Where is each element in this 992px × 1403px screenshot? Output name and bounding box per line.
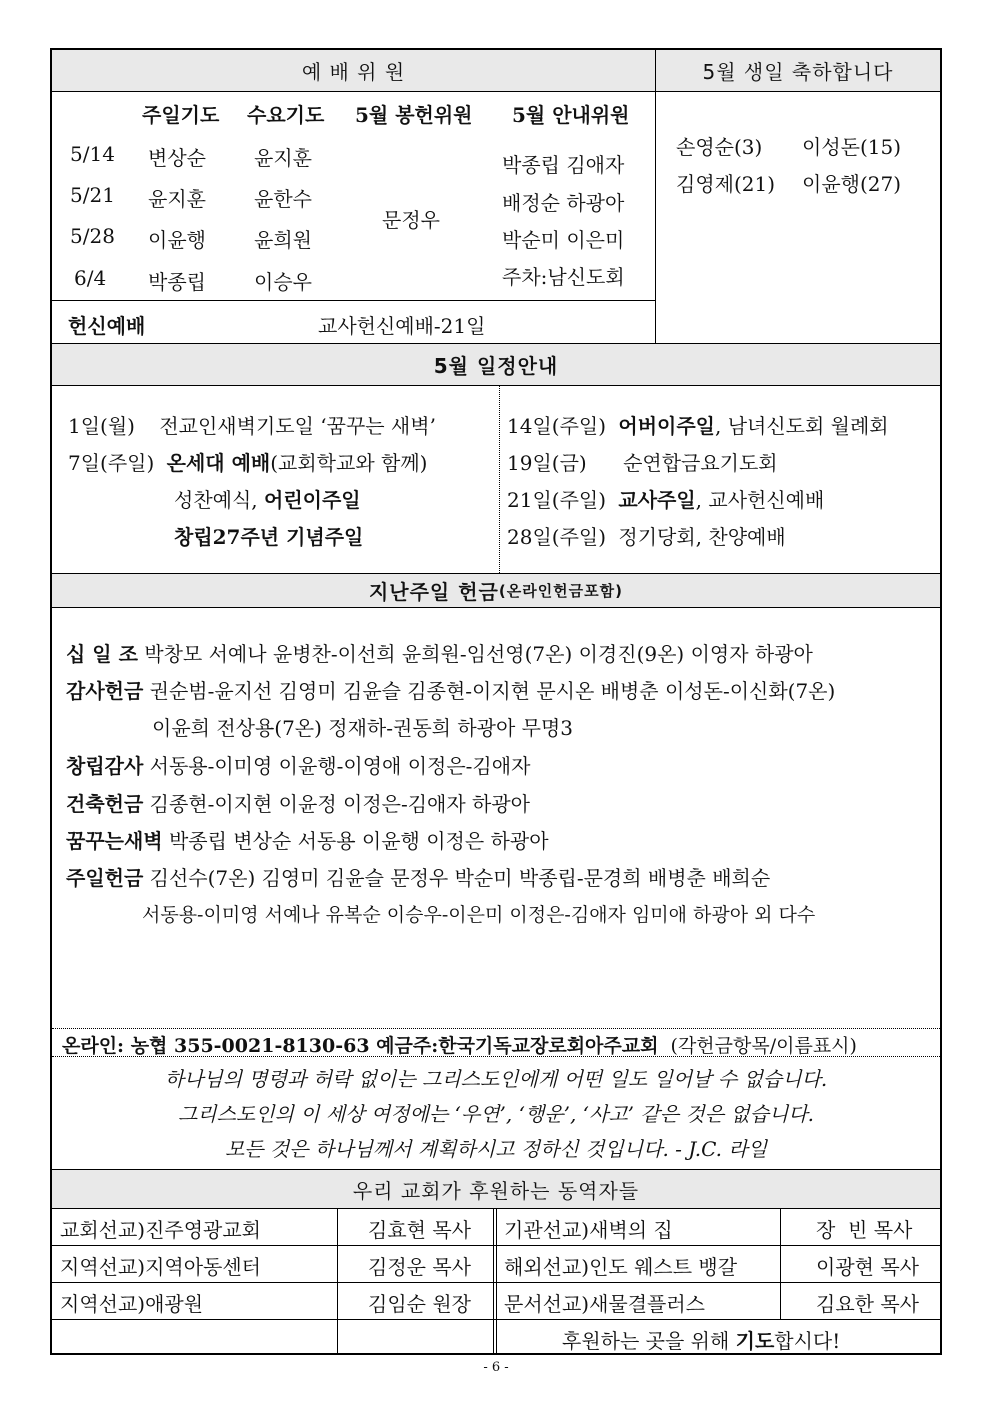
schedule-date: 14일(주일) [507,414,607,438]
birthday-header [656,50,940,91]
usher-line: 박순미 이은미 [502,228,625,252]
birthday-title: 5월 생일 축하합니다 [702,60,894,84]
supported-org: 교회선교)진주영광교회 [60,1218,262,1242]
online-account: 온라인: 농협 355-0021-8130-63 예금주:한국기독교장로회아주교회 [62,1035,659,1057]
schedule-header [52,344,940,385]
schedule-text: 전교인새벽기도일 ‘꿈꾸는 새벽’ [159,414,436,438]
supported-person: 김임순 원장 [368,1292,471,1316]
sunday-prayer-name: 변상순 [148,146,206,170]
supported-person: 장 빈 목사 [816,1218,913,1242]
supported-person: 김요한 목사 [816,1292,919,1316]
usher-line: 주차:남신도회 [502,265,625,289]
quote-block [52,1062,940,1167]
supported-title: 우리 교회가 후원하는 동역자들 [352,1178,640,1203]
dedication-value: 교사헌신예배-21일 [318,314,486,338]
schedule-text-bold: 창립27주년 기념주일 [174,525,364,549]
offering-title-note: (온라인헌금포함) [498,582,624,600]
schedule-text: , 교사헌신예배 [695,488,825,512]
quote-line: 그리스도인의 이 세상 여정에는 ‘우연’, ‘행운’, ‘사고’ 같은 것은 없습니다. [177,1102,815,1126]
schedule-text: 성찬예식, [174,488,264,512]
schedule-text-bold: 어버이주일 [618,414,715,438]
page-number: - 6 - [483,1360,509,1375]
schedule-date: 7일(주일) [68,451,155,475]
wednesday-prayer-name: 이승우 [254,270,312,294]
offering-line [66,675,835,704]
schedule-item [507,447,778,476]
supported-person: 김효현 목사 [368,1218,471,1242]
row-date: 5/28 [70,224,115,248]
row-date: 5/14 [70,142,115,166]
wednesday-prayer-name: 윤지훈 [254,146,312,170]
worship-committee-header [52,50,655,91]
offering-header [52,574,940,607]
schedule-text-bold: 교사주일 [618,488,696,512]
worship-committee-title: 예 배 위 원 [301,60,406,84]
row-date: 6/4 [74,266,107,290]
sunday-prayer-name: 박종립 [148,270,206,294]
birthday-name: 손영순(3) [676,135,763,159]
supported-org: 지역선교)애광원 [60,1292,204,1316]
offering-label: 감사헌금 [66,679,144,703]
wednesday-prayer-name: 윤희원 [254,228,312,252]
supported-closing [562,1325,840,1354]
schedule-text: (교회학교와 함께) [270,451,428,475]
supported-person: 이광현 목사 [816,1255,919,1279]
usher-line: 박종립 김애자 [502,153,625,177]
schedule-item [507,521,786,550]
online-account-line [62,1031,857,1058]
offering-names: 박종립 변상순 서동용 이윤행 이정은 하광아 [168,829,549,853]
offering-names: 이윤희 전상용(7온) 정재하-권동희 하광아 무명3 [152,716,574,740]
offering-names: 김종현-이지현 이윤정 이정은-김애자 하광아 [149,792,530,816]
dedication-label: 헌신예배 [68,314,146,338]
supported-org: 기관선교)새벽의 집 [504,1218,673,1242]
offering-line [66,825,549,854]
schedule-date: 21일(주일) [507,488,607,512]
supported-org: 해외선교)인도 웨스트 뱅갈 [504,1255,738,1279]
schedule-date: 1일(월) [68,414,135,438]
schedule-date: 19일(금) [507,451,587,475]
offering-line [142,900,815,927]
offering-committee-name: 문정우 [382,208,440,232]
schedule-item [507,484,824,513]
supported-org: 문서선교)새물결플러스 [504,1292,706,1316]
schedule-text: 순연합금요기도회 [623,451,778,475]
offering-line [66,638,813,667]
schedule-text-bold: 어린이주일 [264,488,361,512]
col-wednesday-prayer: 수요기도 [247,103,325,127]
offering-label: 십 일 조 [66,642,138,666]
offering-title: 지난주일 헌금 [368,580,499,604]
birthday-name: 이윤행(27) [802,172,902,196]
closing-text: 합시다! [774,1329,841,1353]
schedule-title: 5월 일정안내 [433,354,559,378]
supported-person: 김정운 목사 [368,1255,471,1279]
birthday-name: 이성돈(15) [802,135,902,159]
schedule-date: 28일(주일) [507,525,607,549]
schedule-item [68,447,427,476]
sunday-prayer-name: 윤지훈 [148,187,206,211]
col-sunday-prayer: 주일기도 [142,103,220,127]
offering-label: 창립감사 [66,754,144,778]
offering-names: 박창모 서예나 윤병찬-이선희 윤희원-임선영(7온) 이경진(9온) 이영자 하광아 [144,642,813,666]
sunday-prayer-name: 이윤행 [148,228,206,252]
offering-line [152,712,573,741]
row-date: 5/21 [70,183,115,207]
offering-line [66,862,770,891]
offering-line [66,788,530,817]
col-usher-committee: 5월 안내위원 [512,103,630,127]
offering-names: 서동용-이미영 서예나 유복순 이승우-이은미 이정은-김애자 임미애 하광아 외 다수 [142,904,816,926]
quote-line: 하나님의 명령과 허락 없이는 그리스도인에게 어떤 일도 일어날 수 없습니다. [164,1067,828,1091]
offering-label: 꿈꾸는새벽 [66,829,163,853]
closing-text-bold: 기도 [735,1329,775,1353]
offering-names: 서동용-이미영 이윤행-이영애 이정은-김애자 [149,754,531,778]
offering-line [66,750,530,779]
quote-line: 모든 것은 하나님께서 계획하시고 정하신 것입니다. - J.C. 라일 [224,1137,768,1161]
birthday-name: 김영제(21) [676,172,776,196]
wednesday-prayer-name: 윤한수 [254,187,312,211]
schedule-item [507,410,889,439]
schedule-item [174,484,361,513]
offering-label: 건축헌금 [66,792,144,816]
supported-header [52,1170,940,1208]
schedule-text-bold: 온세대 예배 [166,451,271,475]
offering-label: 주일헌금 [66,866,144,890]
schedule-text: , 남녀신도회 월례회 [714,414,889,438]
closing-text: 후원하는 곳을 위해 [562,1329,736,1353]
col-offering-committee: 5월 봉헌위원 [355,103,473,127]
schedule-item [68,410,436,439]
supported-org: 지역선교)지역아동센터 [60,1255,262,1279]
offering-names: 김선수(7온) 김영미 김윤슬 문정우 박순미 박종립-문경희 배병춘 배희순 [149,866,771,890]
online-account-note: (각헌금항목/이름표시) [670,1035,857,1057]
schedule-text: 정기당회, 찬양예배 [618,525,786,549]
usher-line: 배정순 하광아 [502,191,625,215]
offering-names: 권순범-윤지선 김영미 김윤슬 김종현-이지현 문시온 배병춘 이성돈-이신화(7온) [149,679,836,703]
bulletin-page [50,48,942,1355]
